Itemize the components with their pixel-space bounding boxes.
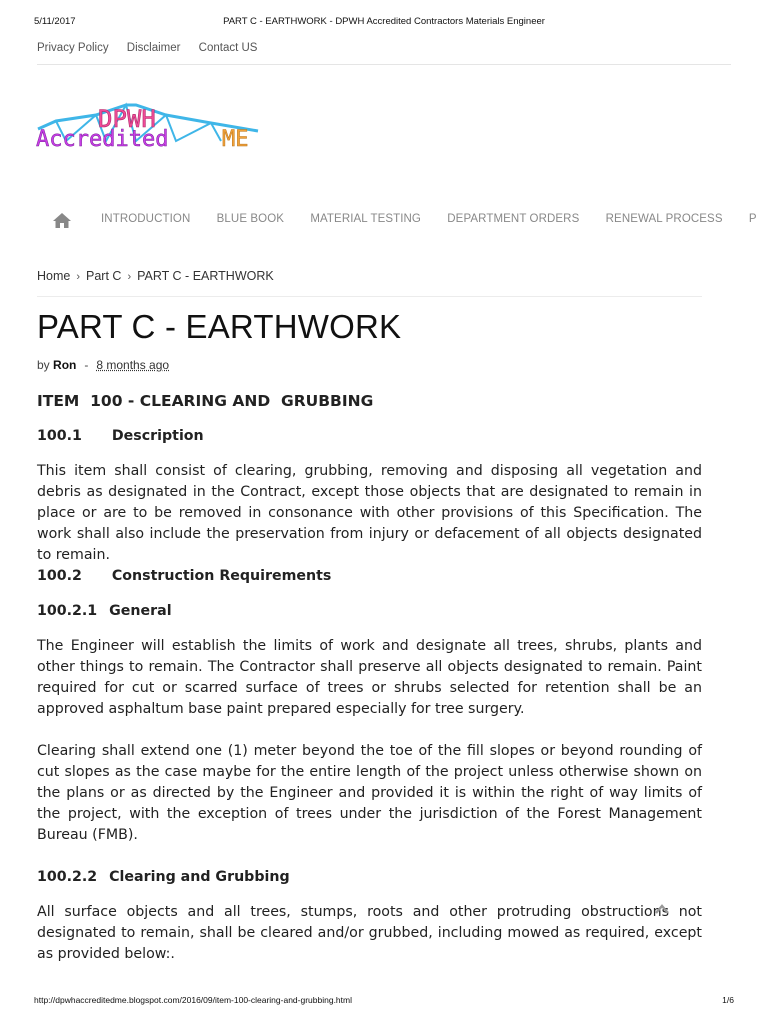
breadcrumb-divider [37,296,702,297]
section-number: 100.2.2 [37,869,98,885]
logo-text-accredited: Accredited [36,127,169,152]
home-icon[interactable] [52,212,72,229]
section-number: 100.1 [37,428,82,444]
general-paragraph-2: Clearing shall extend one (1) meter beyond the toe of the fill slopes or beyond rounding of cut slopes as the case maybe for the entire length of the project unless otherwise shown on the plans or as directed by the Engineer and provided it is within the right of way limits of the project, with the exception of trees under the jurisdiction of the Forest Management Bureau (FMB). [37,743,702,843]
nav-item-renewal-process[interactable]: RENEWAL PROCESS [605,213,723,225]
breadcrumb [37,269,274,283]
privacy-policy-link[interactable]: Privacy Policy [37,42,109,54]
print-date: 5/11/2017 [34,16,76,27]
breadcrumb-home[interactable]: Home [37,269,71,283]
top-links [37,42,272,54]
nav-items [101,213,780,225]
section-title: General [109,603,172,619]
item-heading: ITEM 100 - CLEARING AND GRUBBING [37,392,374,410]
print-footer [34,995,734,1009]
breadcrumb-current: PART C - EARTHWORK [137,269,274,283]
chevron-right-icon: › [127,271,132,283]
section-heading-100-2 [37,566,702,587]
description-paragraph: This item shall consist of clearing, grubbing, removing and disposing all vegetation and debris as designated in the Contract, except those objects that are designated to remain in place or are to be removed in consonance with other provisions of this Specification. The work shall also include the preservation from injury or defacement of all objects designated to remain. [37,463,702,563]
contact-us-link[interactable]: Contact US [198,42,258,54]
chevron-right-icon: › [76,271,81,283]
section-title: Construction Requirements [111,568,332,584]
section-title: Description [111,428,204,444]
nav-item-department-orders[interactable]: DEPARTMENT ORDERS [447,213,580,225]
section-title: Clearing and Grubbing [109,869,290,885]
article-body [37,391,702,965]
logo-text-dpwh: DPWH [98,105,156,133]
chevron-up-icon[interactable] [654,903,670,915]
print-url: http://dpwhaccreditedme.blogspot.com/2016/09/item-100-clearing-and-grubbing.html [34,995,352,1005]
top-divider [37,64,731,65]
post-time[interactable]: 8 months ago [96,358,170,372]
clearing-grubbing-paragraph: All surface objects and all trees, stumps, roots and other protruding obstructions not designated to remain, shall be cleared and/or grubbed, including mowed as required, except as provided below:. [37,904,702,962]
meta-by: by [37,358,50,372]
section-heading-100-2-1 [37,601,702,622]
nav-item-introduction[interactable]: INTRODUCTION [101,213,191,225]
post-meta [37,358,169,372]
nav-item-blue-book[interactable]: BLUE BOOK [216,213,285,225]
meta-separator: - [84,358,89,372]
section-number: 100.2 [37,568,82,584]
print-page-number: 1/6 [722,995,734,1005]
nav-item-truncated[interactable]: P [748,213,757,225]
print-header [34,16,734,30]
main-nav [37,200,757,240]
site-logo[interactable] [36,101,264,157]
page-title: PART C - EARTHWORK [37,308,402,345]
section-heading-100-2-2 [37,867,702,888]
logo-text-me: ME [222,127,249,152]
general-paragraph-1: The Engineer will establish the limits of work and designate all trees, shrubs, plants and other things to remain. The Contractor shall preserve all objects designated to remain. Paint required for cut or scarred surface of trees or shrubs selected for retention shall be an approved asphaltum base paint prepared especially for tree surgery. [37,638,702,717]
section-number: 100.2.1 [37,603,98,619]
author-link[interactable]: Ron [53,358,77,372]
print-title: PART C - EARTHWORK - DPWH Accredited Contractors Materials Engineer [223,16,545,27]
breadcrumb-part-c[interactable]: Part C [86,269,122,283]
nav-item-material-testing[interactable]: MATERIAL TESTING [310,213,421,225]
disclaimer-link[interactable]: Disclaimer [126,42,181,54]
section-heading-100-1 [37,426,702,447]
